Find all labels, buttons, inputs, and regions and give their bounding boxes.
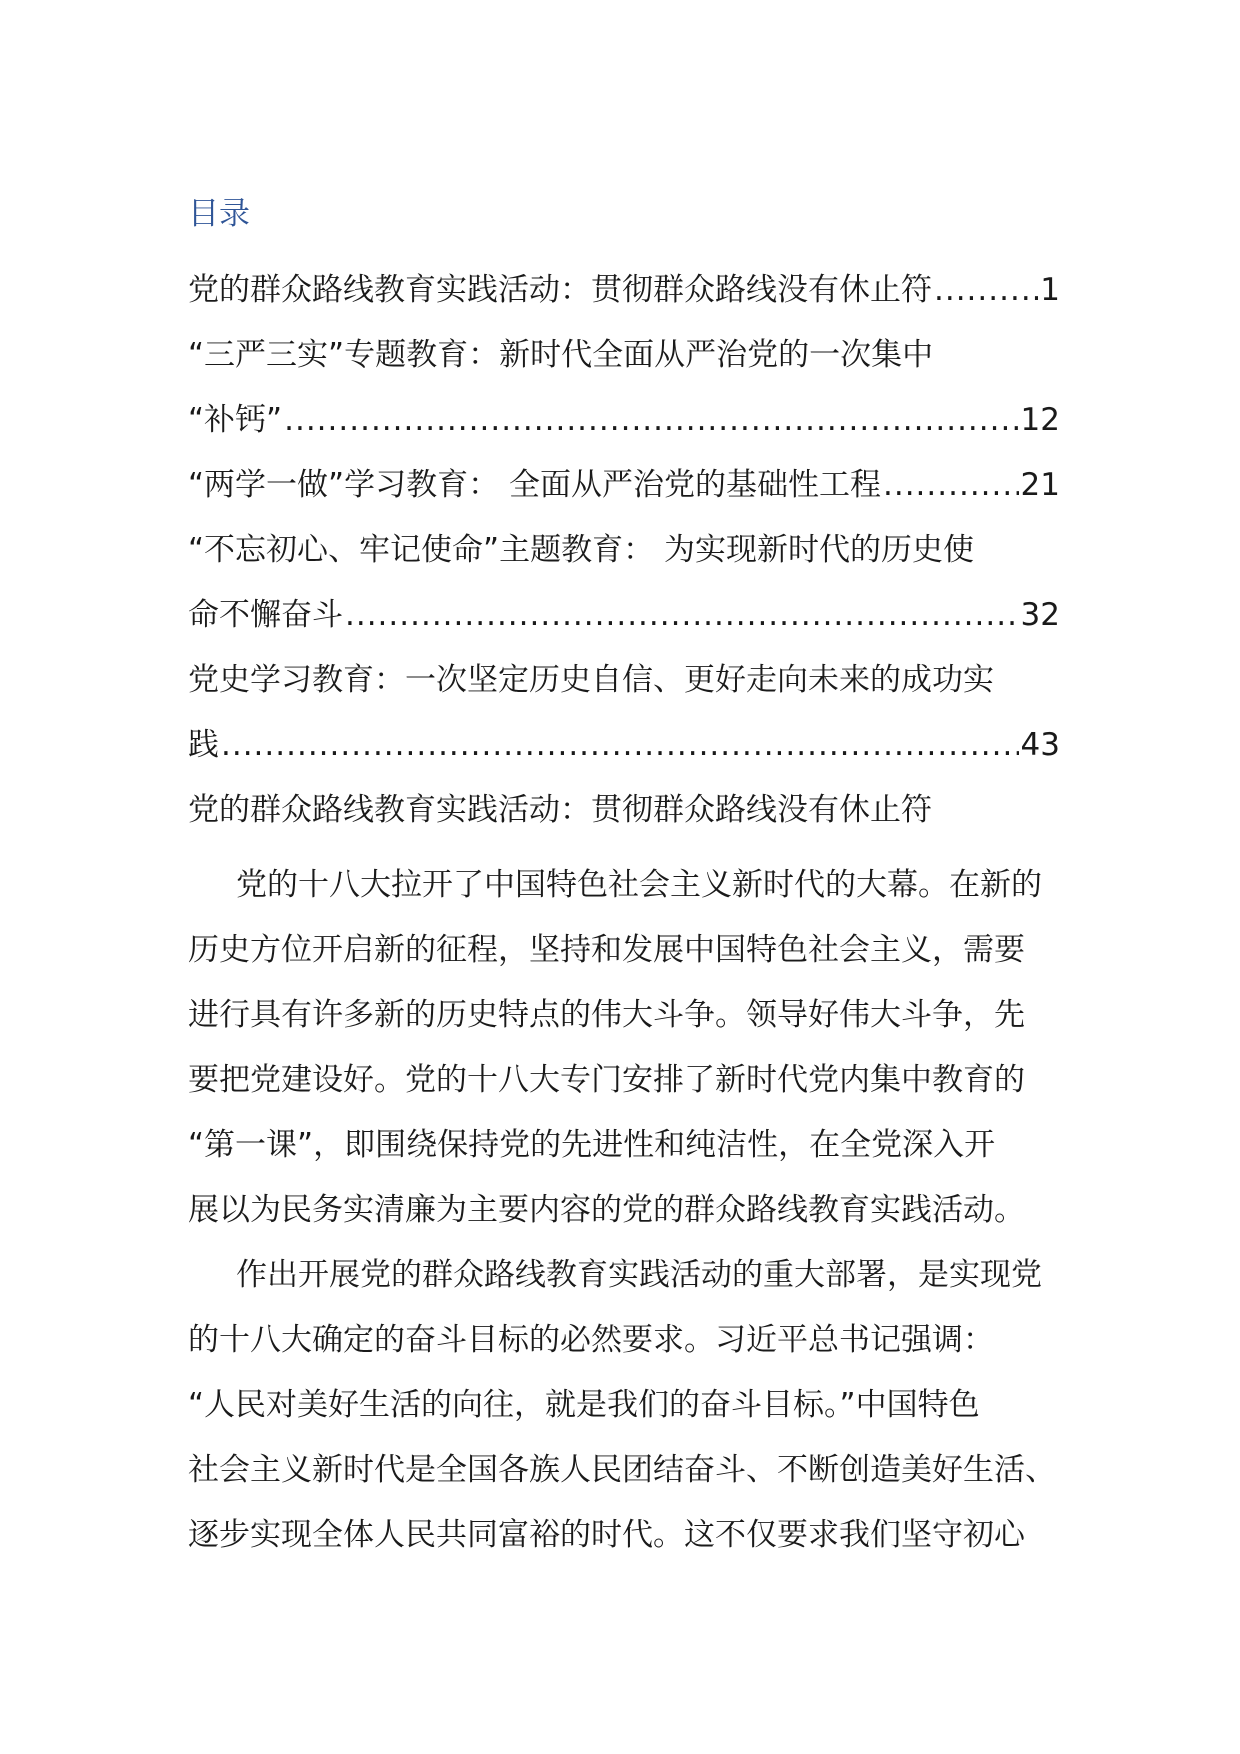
toc-entry[interactable] bbox=[188, 583, 1060, 648]
paragraph-line: “第一课”，即围绕保持党的先进性和纯洁性，在全党深入开 bbox=[188, 1127, 996, 1163]
paragraph-line: 历史方位开启新的征程，坚持和发展中国特色社会主义，需要 bbox=[188, 932, 1025, 968]
toc-entry-text: “两学一做”学习教育： 全面从严治党的基础性工程 bbox=[188, 467, 881, 503]
toc-dot-leader bbox=[345, 583, 1019, 648]
body-paragraph bbox=[188, 1243, 1060, 1568]
paragraph-line: 党的十八大拉开了中国特色社会主义新时代的大幕。在新的 bbox=[236, 867, 1042, 903]
toc-entry-text: 命不懈奋斗 bbox=[188, 597, 343, 633]
paragraph-line: 社会主义新时代是全国各族人民团结奋斗、不断创造美好生活、 bbox=[188, 1452, 1056, 1488]
toc-dot-leader bbox=[284, 388, 1018, 453]
toc-entry[interactable] bbox=[188, 388, 1060, 453]
toc-entry-text: “不忘初心、牢记使命”主题教育： 为实现新时代的历史使 bbox=[188, 532, 974, 568]
page-content bbox=[188, 190, 1060, 1568]
toc-page-number: 12 bbox=[1020, 402, 1060, 438]
toc-page-number: 32 bbox=[1020, 597, 1060, 633]
toc-entry[interactable] bbox=[188, 258, 1060, 323]
toc-entry-line[interactable] bbox=[188, 518, 1060, 583]
paragraph-line: “人民对美好生活的向往，就是我们的奋斗目标。”中国特色 bbox=[188, 1387, 980, 1423]
paragraph-line: 展以为民务实清廉为主要内容的党的群众路线教育实践活动。 bbox=[188, 1192, 1025, 1228]
toc-dot-leader bbox=[934, 258, 1038, 323]
toc-title: 目录 bbox=[188, 196, 250, 232]
toc-entry[interactable] bbox=[188, 453, 1060, 518]
toc-dot-leader bbox=[883, 453, 1019, 518]
body-paragraph bbox=[188, 853, 1060, 1243]
toc-entry-text: 党史学习教育：一次坚定历史自信、更好走向未来的成功实 bbox=[188, 662, 994, 698]
paragraph-line: 要把党建设好。党的十八大专门安排了新时代党内集中教育的 bbox=[188, 1062, 1025, 1098]
toc-page-number: 43 bbox=[1020, 727, 1060, 763]
paragraph-line: 进行具有许多新的历史特点的伟大斗争。领导好伟大斗争，先 bbox=[188, 997, 1025, 1033]
section-heading: 党的群众路线教育实践活动：贯彻群众路线没有休止符 bbox=[188, 792, 932, 828]
paragraph-line: 逐步实现全体人民共同富裕的时代。这不仅要求我们坚守初心 bbox=[188, 1517, 1025, 1553]
toc-page-number: 21 bbox=[1020, 467, 1060, 503]
toc-entry-text: 践 bbox=[188, 727, 219, 763]
toc-entry[interactable] bbox=[188, 713, 1060, 778]
toc-page-number: 1 bbox=[1040, 272, 1060, 308]
toc-entry-line[interactable] bbox=[188, 323, 1060, 388]
paragraph-line: 的十八大确定的奋斗目标的必然要求。习近平总书记强调： bbox=[188, 1322, 994, 1358]
toc-entry-line[interactable] bbox=[188, 648, 1060, 713]
toc-dot-leader bbox=[221, 713, 1019, 778]
toc-entry-text: “补钙” bbox=[188, 402, 283, 438]
toc-entry-text: 党的群众路线教育实践活动：贯彻群众路线没有休止符 bbox=[188, 272, 932, 308]
toc-entry-text: “三严三实”专题教育：新时代全面从严治党的一次集中 bbox=[188, 337, 934, 373]
paragraph-line: 作出开展党的群众路线教育实践活动的重大部署，是实现党 bbox=[236, 1257, 1042, 1293]
